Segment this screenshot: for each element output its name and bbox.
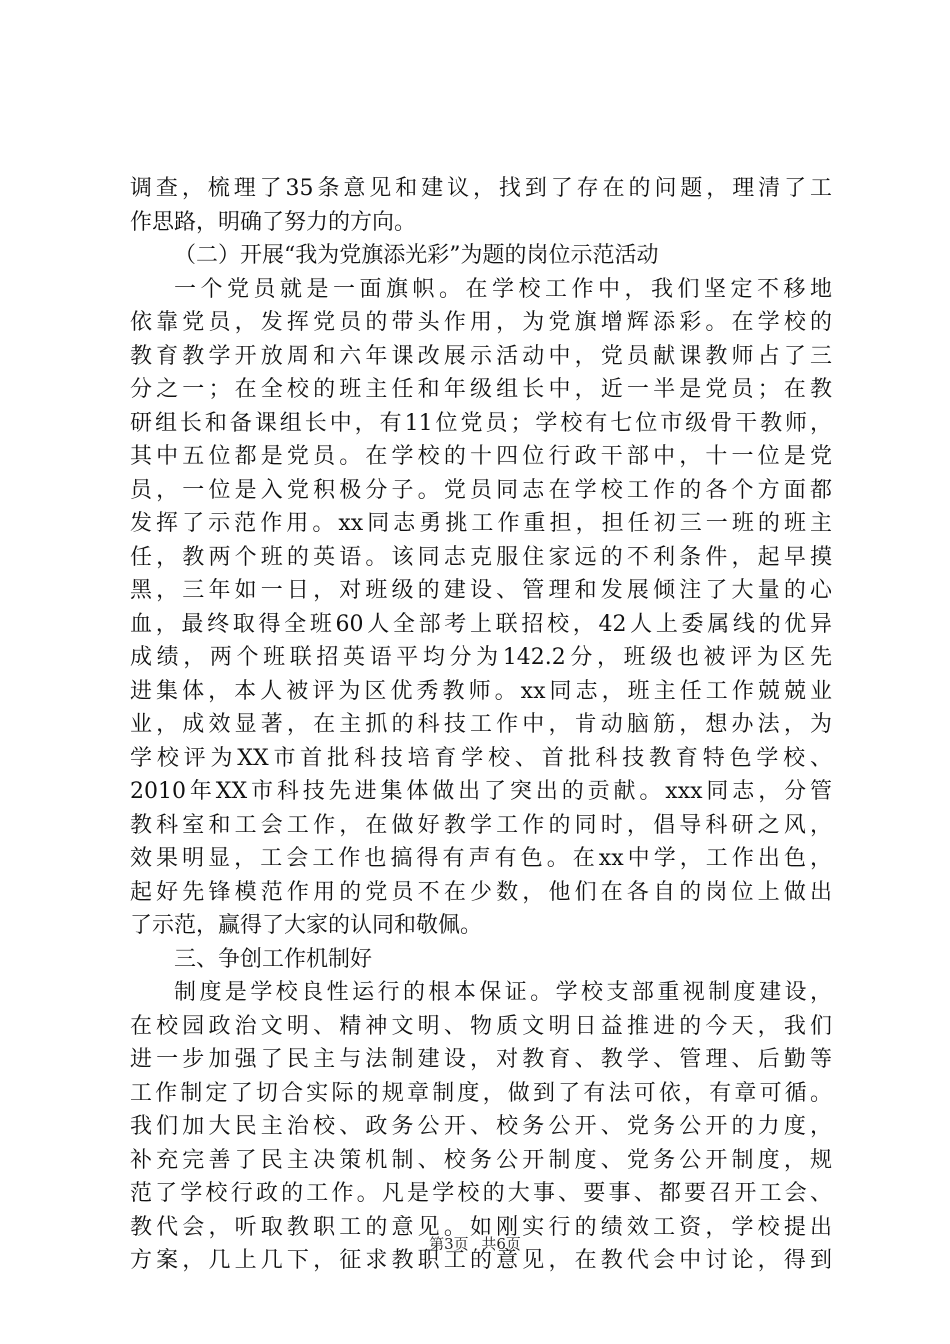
text-line: 学校评为XX市首批科技培育学校、首批科技教育特色学校、 (130, 745, 832, 771)
text-line: 了示范，赢得了大家的认同和敬佩。 (130, 913, 483, 938)
text-line: 员，一位是入党积极分子。党员同志在学校工作的各个方面都 (130, 477, 832, 503)
text-line: 成绩，两个班联招英语平均分为142.2分，班级也被评为区先 (130, 645, 832, 670)
text-line: 三、争创工作机制好 (174, 946, 373, 972)
text-line: 进一步加强了民主与法制建设，对教育、教学、管理、后勤等 (130, 1047, 832, 1072)
text-line: 分之一；在全校的班主任和年级组长中，近一半是党员；在教 (130, 377, 832, 402)
text-line: 作思路，明确了努力的方向。 (130, 209, 417, 235)
text-line: 起好先锋模范作用的党员不在少数，他们在各自的岗位上做出 (130, 879, 832, 905)
text-line: 依靠党员，发挥党员的带头作用，为党旗增辉添彩。在学校的 (130, 310, 832, 335)
text-line: 方案，几上几下，征求教职工的意见，在教代会中讨论，得到 (130, 1248, 832, 1273)
page-total: 共6页 (481, 1235, 521, 1253)
text-line: 业，成效显著，在主抓的科技工作中，肯动脑筋，想办法，为 (130, 712, 832, 737)
page-number: 第3页 (429, 1235, 469, 1253)
document-body (130, 172, 832, 1278)
text-line: 工作制定了切合实际的规章制度，做到了有法可依，有章可循。 (130, 1080, 832, 1106)
text-line: 黑，三年如一日，对班级的建设、管理和发展倾注了大量的心 (130, 578, 832, 603)
text-line: 研组长和备课组长中，有11位党员；学校有七位市级骨干教师， (130, 410, 832, 436)
text-line: 其中五位都是党员。在学校的十四位行政干部中，十一位是党 (130, 444, 832, 469)
text-line: 2010年XX市科技先进集体做出了突出的贡献。xxx同志，分管 (130, 779, 832, 804)
text-line: 制度是学校良性运行的根本保证。学校支部重视制度建设， (174, 980, 832, 1005)
text-line: 教代会，听取教职工的意见。如刚实行的绩效工资，学校提出 (130, 1214, 832, 1240)
text-line: 我们加大民主治校、政务公开、校务公开、党务公开的力度， (130, 1114, 832, 1139)
page-footer (0, 1234, 950, 1254)
text-line: 效果明显，工会工作也搞得有声有色。在xx中学，工作出色， (130, 846, 832, 871)
text-line: 范了学校行政的工作。凡是学校的大事、要事、都要召开工会、 (130, 1181, 832, 1206)
text-line: 在校园政治文明、精神文明、物质文明日益推进的今天，我们 (130, 1013, 832, 1039)
text-line: 教科室和工会工作，在做好教学工作的同时，倡导科研之风， (130, 812, 832, 838)
text-line: 调查，梳理了35条意见和建议，找到了存在的问题，理清了工 (130, 176, 832, 201)
text-line: 任，教两个班的英语。该同志克服住家远的不利条件，起早摸 (130, 544, 832, 570)
text-line: 血，最终取得全班60人全部考上联招校，42人上委属线的优异 (130, 611, 832, 637)
text-line: 补充完善了民主决策机制、校务公开制度、党务公开制度，规 (130, 1147, 832, 1173)
text-line: 进集体，本人被评为区优秀教师。xx同志，班主任工作兢兢业 (130, 678, 832, 704)
text-line: （二）开展“我为党旗添光彩”为题的岗位示范活动 (174, 243, 659, 268)
text-line: 发挥了示范作用。xx同志勇挑工作重担，担任初三一班的班主 (130, 511, 832, 536)
text-line: 一个党员就是一面旗帜。在学校工作中，我们坚定不移地 (174, 276, 832, 302)
text-line: 教育教学开放周和六年课改展示活动中，党员献课教师占了三 (130, 343, 832, 369)
